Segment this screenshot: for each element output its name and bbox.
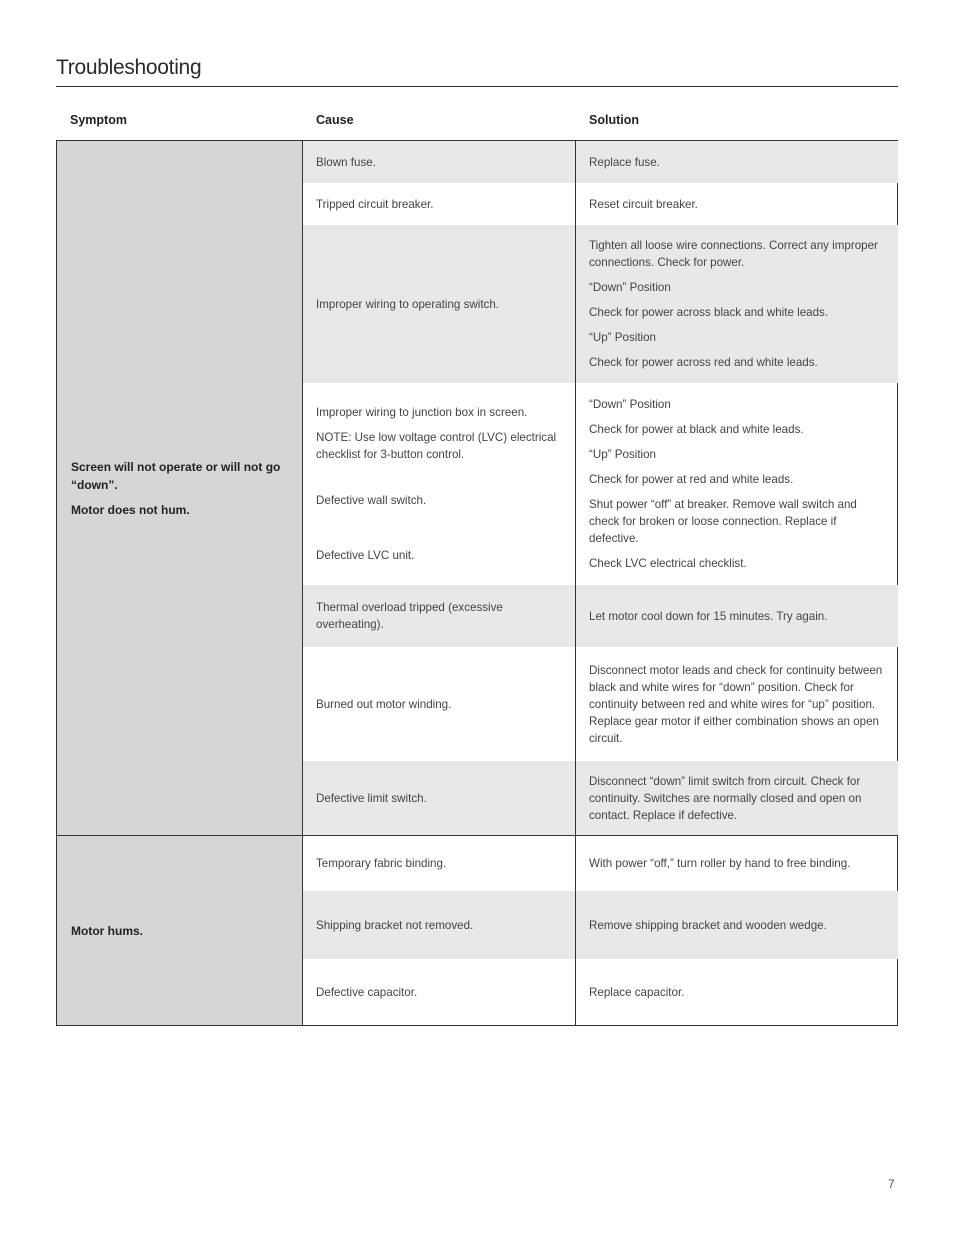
solution-text: Shut power “off” at breaker. Remove wall switch and check for broken or loose connection. Replace if defective. xyxy=(589,498,857,545)
cause-text: NOTE: Use low voltage control (LVC) electrical checklist for 3-button control. xyxy=(316,430,557,461)
solution-cell xyxy=(576,647,898,761)
cause-text: Improper wiring to operating switch. xyxy=(316,297,500,311)
page-number: 7 xyxy=(888,1177,895,1191)
cause-text: Tripped circuit breaker. xyxy=(316,197,434,211)
table-row xyxy=(303,183,898,225)
solution-text: “Up” Position xyxy=(589,331,657,344)
table-row xyxy=(303,836,898,891)
header-solution: Solution xyxy=(589,113,639,127)
cause-text: Defective capacitor. xyxy=(316,985,418,999)
solution-text: Remove shipping bracket and wooden wedge. xyxy=(589,918,827,932)
cause-text: Improper wiring to junction box in screen. xyxy=(316,405,528,419)
solution-cell xyxy=(576,141,898,183)
solution-text: Disconnect “down” limit switch from circuit. Check for continuity. Switches are normally closed and open on contact. Replace if defective. xyxy=(589,774,862,822)
cause-text: Blown fuse. xyxy=(316,155,376,169)
solution-text: Check for power at black and white leads. xyxy=(589,423,804,436)
table-row xyxy=(303,647,898,761)
solution-cell xyxy=(576,383,898,585)
cause-cell xyxy=(303,141,576,183)
table-row xyxy=(303,585,898,647)
solution-text: Check for power across red and white leads. xyxy=(589,356,818,369)
solution-text: “Up” Position xyxy=(589,448,657,461)
title-divider xyxy=(56,86,898,87)
cause-cell xyxy=(303,647,576,761)
cause-cell xyxy=(303,183,576,225)
cause-text: Shipping bracket not removed. xyxy=(316,918,474,932)
symptom-cell-2 xyxy=(57,836,303,1025)
solution-cell xyxy=(576,225,898,383)
symptom-text: Screen will not operate or will not go “down”. xyxy=(71,459,281,492)
cause-block xyxy=(316,404,562,463)
solution-text: Check for power at red and white leads. xyxy=(589,473,794,486)
cause-text: Defective LVC unit. xyxy=(316,549,415,563)
solution-text: Replace fuse. xyxy=(589,155,660,169)
solution-text: Let motor cool down for 15 minutes. Try again. xyxy=(589,609,828,623)
cause-text: Temporary fabric binding. xyxy=(316,857,447,870)
cause-cell xyxy=(303,761,576,835)
solution-text: Reset circuit breaker. xyxy=(589,197,698,211)
solution-cell xyxy=(576,761,898,835)
header-symptom: Symptom xyxy=(70,113,127,127)
cause-text: Defective wall switch. xyxy=(316,494,427,508)
solution-text: “Down” Position xyxy=(589,281,671,294)
solution-text: Tighten all loose wire connections. Correct any improper connections. Check for power. xyxy=(589,239,878,269)
cause-text: Burned out motor winding. xyxy=(316,697,452,711)
solution-text: With power “off,” turn roller by hand to free binding. xyxy=(589,857,851,870)
cause-cell xyxy=(303,225,576,383)
table-row xyxy=(303,761,898,835)
solution-text: Disconnect motor leads and check for continuity between black and white wires for “down” position. Check for continuity between red and white wires for “up” position. Replace gear motor if either combination shows an open circuit. xyxy=(589,663,883,745)
header-cause: Cause xyxy=(316,113,354,127)
cause-cell xyxy=(303,585,576,647)
symptom-cell-1 xyxy=(57,141,303,835)
cause-text: Thermal overload tripped (excessive overheating). xyxy=(316,601,503,631)
solution-text: Check LVC electrical checklist. xyxy=(589,557,747,570)
table-row xyxy=(303,141,898,183)
page-title: Troubleshooting xyxy=(56,56,202,79)
solution-cell xyxy=(576,891,898,959)
symptom-text: Motor hums. xyxy=(71,923,143,938)
table-row xyxy=(303,891,898,959)
cause-cell xyxy=(303,891,576,959)
solution-cell xyxy=(576,836,898,891)
solution-text: Check for power across black and white leads. xyxy=(589,306,829,319)
symptom-text: Motor does not hum. xyxy=(71,502,190,517)
cause-cell xyxy=(303,959,576,1025)
table-row xyxy=(303,383,898,585)
cause-cell xyxy=(303,383,576,585)
table-row xyxy=(303,959,898,1025)
solution-cell xyxy=(576,585,898,647)
cause-text: Defective limit switch. xyxy=(316,791,427,805)
solution-text: Replace capacitor. xyxy=(589,985,685,999)
troubleshooting-table xyxy=(56,140,898,1026)
solution-cell xyxy=(576,183,898,225)
table-row xyxy=(303,225,898,383)
cause-cell xyxy=(303,836,576,891)
solution-text: “Down” Position xyxy=(589,398,671,411)
solution-cell xyxy=(576,959,898,1025)
